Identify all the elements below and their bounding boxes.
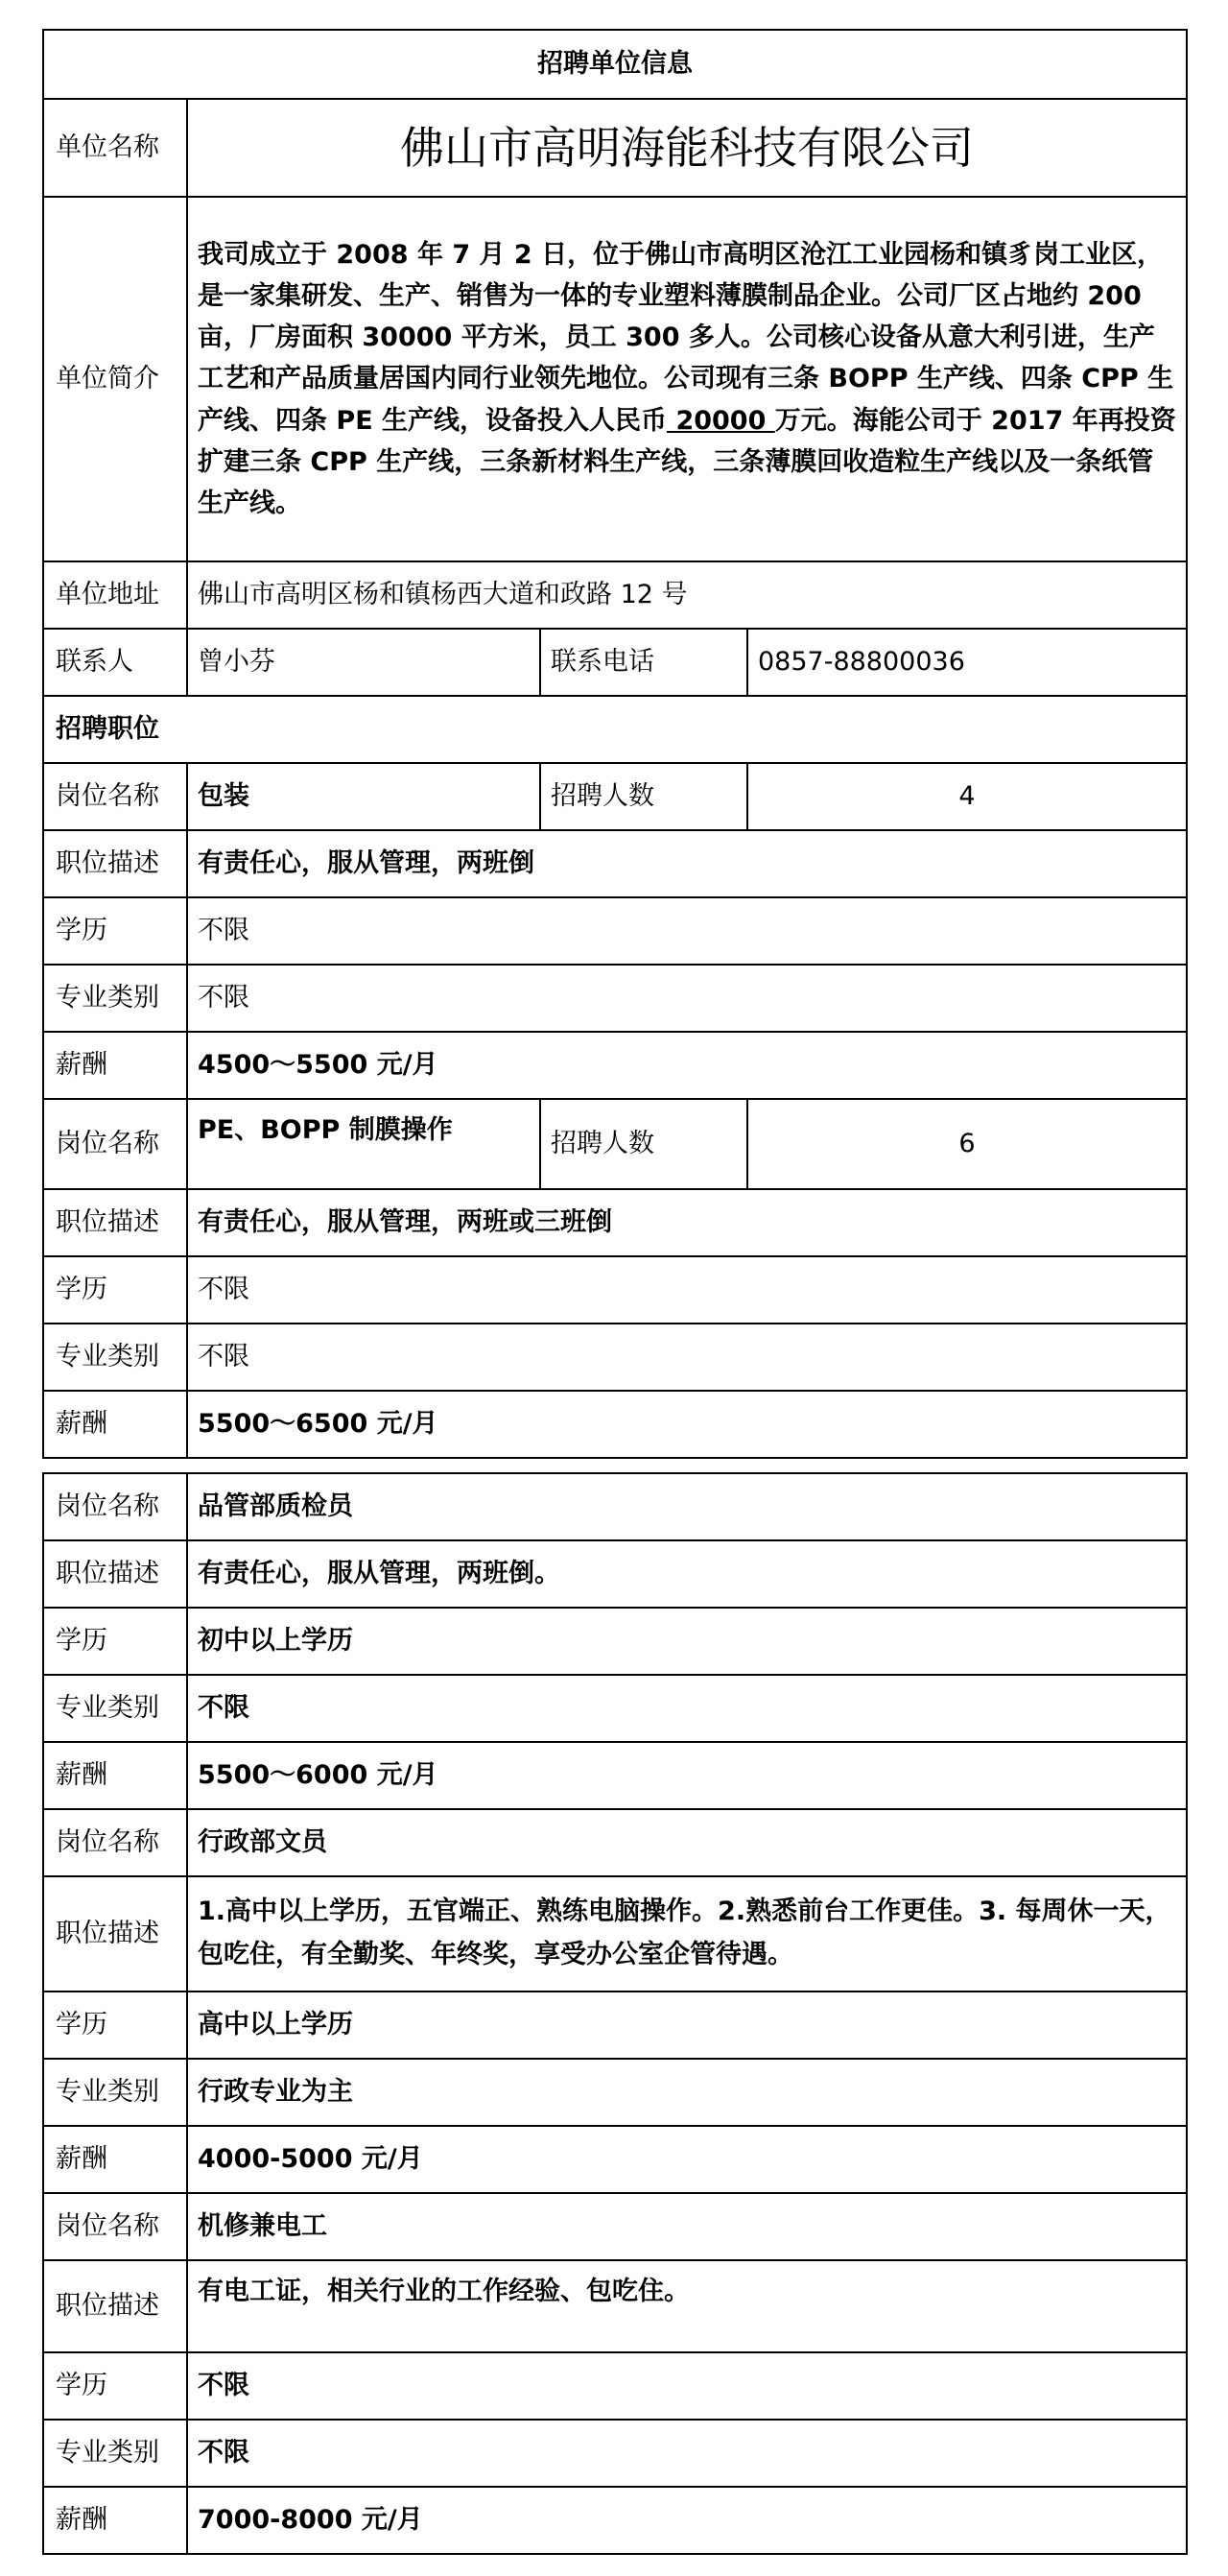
- position-description: 有责任心，服从管理，两班倒。: [187, 1540, 1187, 1608]
- education-label: 学历: [43, 1256, 187, 1324]
- position-major: 不限: [187, 2420, 1187, 2487]
- salary-label: 薪酬: [43, 2487, 187, 2554]
- company-intro-label: 单位简介: [43, 197, 187, 561]
- headcount-label: 招聘人数: [540, 763, 747, 830]
- position-major: 不限: [187, 1324, 1187, 1391]
- position-major: 行政专业为主: [187, 2059, 1187, 2126]
- company-address: 佛山市高明区杨和镇杨西大道和政路 12 号: [187, 561, 1187, 629]
- salary-label: 薪酬: [43, 1032, 187, 1099]
- position-major: 不限: [187, 1675, 1187, 1742]
- page-title: 招聘单位信息: [43, 30, 1187, 99]
- company-name: 佛山市高明海能科技有限公司: [187, 99, 1187, 197]
- education-label: 学历: [43, 2352, 187, 2420]
- salary-label: 薪酬: [43, 1391, 187, 1458]
- education-label: 学历: [43, 1992, 187, 2059]
- headcount-value: 4: [747, 763, 1187, 830]
- phone-number: 0857-88800036: [747, 629, 1187, 696]
- position-description: 有责任心，服从管理，两班或三班倒: [187, 1189, 1187, 1256]
- description-label: 职位描述: [43, 2260, 187, 2352]
- company-name-label: 单位名称: [43, 99, 187, 197]
- positions-header: 招聘职位: [43, 696, 1187, 763]
- position-description: 1.高中以上学历，五官端正、熟练电脑操作。2.熟悉前台工作更佳。3. 每周休一天，包吃住，有全勤奖、年终奖，享受办公室企管待遇。: [187, 1876, 1187, 1992]
- recruitment-table-2: [42, 1472, 1188, 2555]
- position-salary: 7000-8000 元/月: [187, 2487, 1187, 2554]
- investment-amount: 20000: [667, 405, 775, 436]
- position-name-label: 岗位名称: [43, 1099, 187, 1189]
- position-name: PE、BOPP 制膜操作: [187, 1099, 540, 1189]
- position-name-label: 岗位名称: [43, 2193, 187, 2260]
- company-intro: [187, 197, 1187, 561]
- position-description: 有电工证，相关行业的工作经验、包吃住。: [187, 2260, 1187, 2352]
- major-label: 专业类别: [43, 1324, 187, 1391]
- description-label: 职位描述: [43, 1189, 187, 1256]
- company-address-label: 单位地址: [43, 561, 187, 629]
- education-label: 学历: [43, 897, 187, 965]
- position-major: 不限: [187, 965, 1187, 1032]
- position-name: 行政部文员: [187, 1809, 1187, 1876]
- education-label: 学历: [43, 1608, 187, 1675]
- position-education: 高中以上学历: [187, 1992, 1187, 2059]
- position-name-label: 岗位名称: [43, 763, 187, 830]
- description-label: 职位描述: [43, 1540, 187, 1608]
- position-salary: 5500～6500 元/月: [187, 1391, 1187, 1458]
- position-education: 不限: [187, 897, 1187, 965]
- description-label: 职位描述: [43, 1876, 187, 1992]
- position-name: 包装: [187, 763, 540, 830]
- position-education: 不限: [187, 2352, 1187, 2420]
- major-label: 专业类别: [43, 965, 187, 1032]
- contact-name: 曾小芬: [187, 629, 540, 696]
- position-name: 机修兼电工: [187, 2193, 1187, 2260]
- company-intro-text: 我司成立于 2008 年 7 月 2 日，位于佛山市高明区沧江工业园杨和镇豸岗工业区，是一家集研发、生产、销售为一体的专业塑料薄膜制品企业。公司厂区占地约 200 亩，厂房面积 30000 平方米，员工 300 多人。公司核心设备从意大利引进，生产工艺和产品质量居国内同行业领先地位。公司现有三条 BOPP 生产线、四条 CPP 生产线、四条 PE 生产线，设备投入人民币: [198, 239, 1174, 436]
- headcount-value: 6: [747, 1099, 1187, 1189]
- position-name-label: 岗位名称: [43, 1809, 187, 1876]
- position-salary: 5500～6000 元/月: [187, 1742, 1187, 1809]
- position-name-label: 岗位名称: [43, 1473, 187, 1540]
- position-salary: 4500～5500 元/月: [187, 1032, 1187, 1099]
- headcount-label: 招聘人数: [540, 1099, 747, 1189]
- major-label: 专业类别: [43, 1675, 187, 1742]
- recruitment-table-1: [42, 29, 1188, 1459]
- position-name: 品管部质检员: [187, 1473, 1187, 1540]
- salary-label: 薪酬: [43, 2126, 187, 2193]
- major-label: 专业类别: [43, 2059, 187, 2126]
- position-education: 不限: [187, 1256, 1187, 1324]
- position-description: 有责任心，服从管理，两班倒: [187, 830, 1187, 897]
- description-label: 职位描述: [43, 830, 187, 897]
- major-label: 专业类别: [43, 2420, 187, 2487]
- phone-label: 联系电话: [540, 629, 747, 696]
- company-intro-text-cont: 万元。海能公司于 2017 年再投资扩建三条 CPP 生产线，三条新材料生产线，三条薄膜回收造粒生产线以及一条纸管生产线。: [198, 405, 1176, 518]
- position-salary: 4000-5000 元/月: [187, 2126, 1187, 2193]
- salary-label: 薪酬: [43, 1742, 187, 1809]
- position-education: 初中以上学历: [187, 1608, 1187, 1675]
- contact-label: 联系人: [43, 629, 187, 696]
